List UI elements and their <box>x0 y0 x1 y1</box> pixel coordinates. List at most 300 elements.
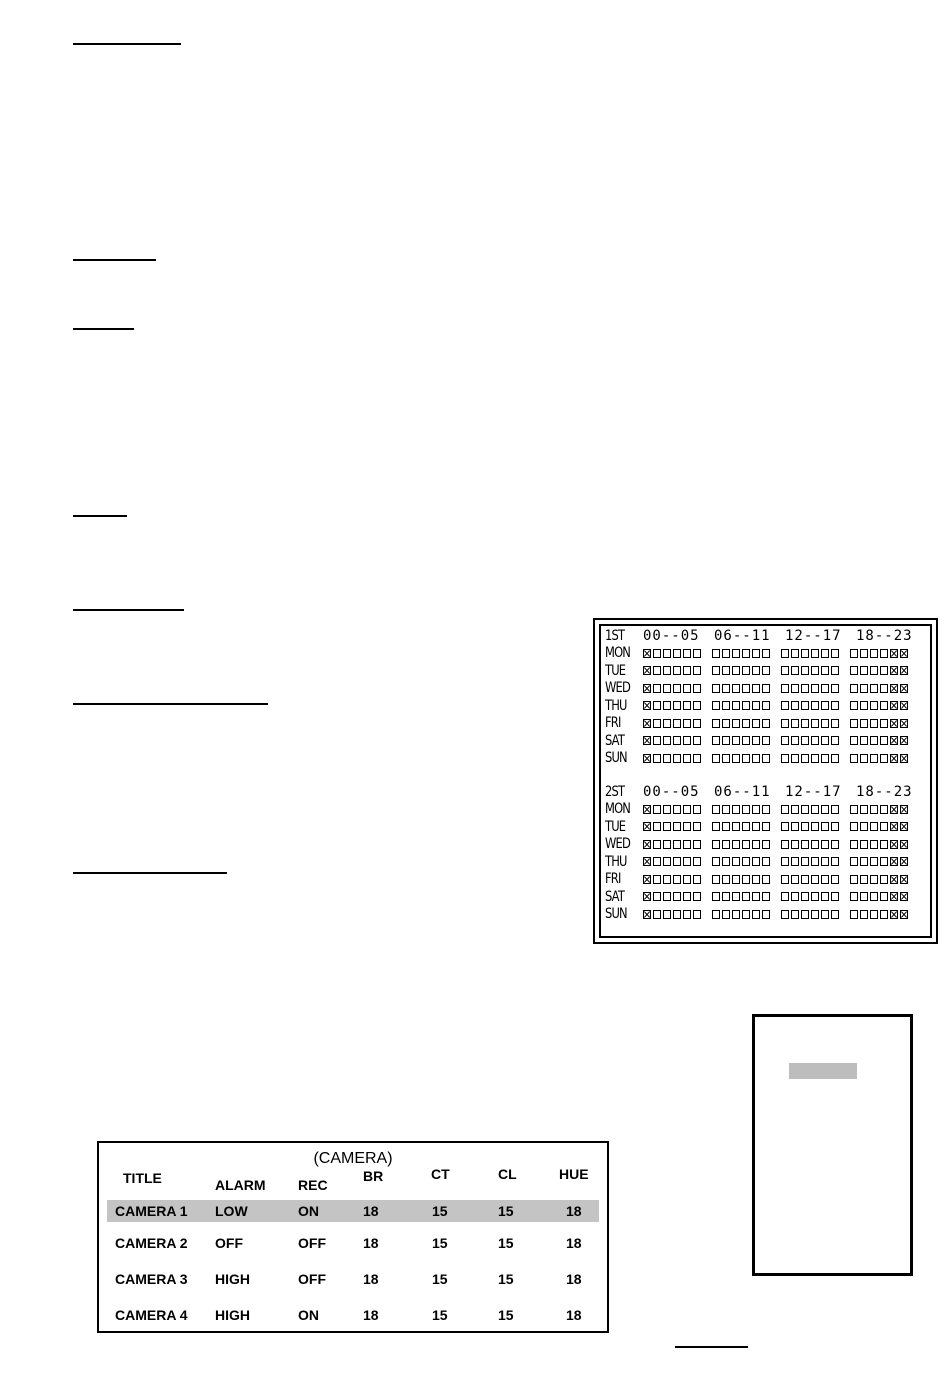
hour-cell[interactable] <box>850 701 858 710</box>
hour-cell[interactable] <box>673 649 681 658</box>
hour-cell[interactable] <box>663 701 671 710</box>
hour-cell[interactable] <box>850 840 858 849</box>
hour-cell[interactable] <box>811 666 819 675</box>
hour-cell[interactable] <box>653 840 661 849</box>
hour-cell[interactable] <box>821 684 829 693</box>
hour-cell[interactable] <box>683 649 691 658</box>
schedule-day-row[interactable] <box>605 871 927 889</box>
hour-cells[interactable] <box>643 822 919 831</box>
hour-cell[interactable] <box>653 910 661 919</box>
hour-cell[interactable] <box>742 857 750 866</box>
hour-cell[interactable] <box>693 649 701 658</box>
hour-cell[interactable] <box>900 805 908 814</box>
hour-cell[interactable] <box>643 754 651 763</box>
hour-cell[interactable] <box>880 892 888 901</box>
hour-cell[interactable] <box>860 754 868 763</box>
hour-cell[interactable] <box>673 875 681 884</box>
hour-cell[interactable] <box>821 719 829 728</box>
hour-cell[interactable] <box>722 666 730 675</box>
hour-cell[interactable] <box>850 892 858 901</box>
hour-cell[interactable] <box>663 754 671 763</box>
hour-cell[interactable] <box>732 910 740 919</box>
hour-cell[interactable] <box>880 822 888 831</box>
hour-cell[interactable] <box>673 666 681 675</box>
hour-cell[interactable] <box>732 840 740 849</box>
hour-cell[interactable] <box>653 736 661 745</box>
hour-cell[interactable] <box>673 736 681 745</box>
hour-cell[interactable] <box>781 754 789 763</box>
hour-cell[interactable] <box>742 822 750 831</box>
hour-cell[interactable] <box>673 822 681 831</box>
hour-cell[interactable] <box>762 684 770 693</box>
hour-cell[interactable] <box>821 822 829 831</box>
hour-cell[interactable] <box>752 684 760 693</box>
hour-cell[interactable] <box>850 684 858 693</box>
hour-cell[interactable] <box>890 840 898 849</box>
hour-cell[interactable] <box>801 840 809 849</box>
hour-cell[interactable] <box>821 701 829 710</box>
menu-highlight-bar[interactable] <box>789 1063 857 1079</box>
hour-cell[interactable] <box>811 754 819 763</box>
hour-cell[interactable] <box>870 857 878 866</box>
hour-cell[interactable] <box>821 875 829 884</box>
hour-cell[interactable] <box>742 666 750 675</box>
hour-cell[interactable] <box>890 875 898 884</box>
hour-cell[interactable] <box>742 875 750 884</box>
hour-cell[interactable] <box>781 805 789 814</box>
hour-cell[interactable] <box>801 805 809 814</box>
hour-cell[interactable] <box>762 892 770 901</box>
hour-cell[interactable] <box>663 857 671 866</box>
hour-cell[interactable] <box>791 805 799 814</box>
hour-cell[interactable] <box>722 719 730 728</box>
hour-cell[interactable] <box>900 822 908 831</box>
hour-cell[interactable] <box>870 736 878 745</box>
hour-cell[interactable] <box>860 649 868 658</box>
hour-cell[interactable] <box>821 649 829 658</box>
hour-cell[interactable] <box>673 857 681 866</box>
hour-cell[interactable] <box>811 805 819 814</box>
hour-cell[interactable] <box>850 736 858 745</box>
hour-cell[interactable] <box>673 684 681 693</box>
hour-cell[interactable] <box>791 822 799 831</box>
hour-cell[interactable] <box>643 736 651 745</box>
hour-cell[interactable] <box>742 805 750 814</box>
hour-cell[interactable] <box>900 875 908 884</box>
hour-cells[interactable] <box>643 875 919 884</box>
hour-cell[interactable] <box>663 649 671 658</box>
hour-cell[interactable] <box>791 892 799 901</box>
hour-cell[interactable] <box>752 754 760 763</box>
hour-cell[interactable] <box>732 822 740 831</box>
hour-cell[interactable] <box>762 910 770 919</box>
hour-cell[interactable] <box>752 736 760 745</box>
hour-cell[interactable] <box>900 736 908 745</box>
hour-cell[interactable] <box>683 754 691 763</box>
hour-cell[interactable] <box>722 701 730 710</box>
hour-cells[interactable] <box>643 910 919 919</box>
hour-cell[interactable] <box>880 910 888 919</box>
hour-cell[interactable] <box>762 736 770 745</box>
schedule-day-row[interactable] <box>605 906 927 924</box>
hour-cell[interactable] <box>653 822 661 831</box>
hour-cell[interactable] <box>860 892 868 901</box>
hour-cell[interactable] <box>732 805 740 814</box>
hour-cell[interactable] <box>850 875 858 884</box>
hour-cell[interactable] <box>890 754 898 763</box>
hour-cells[interactable] <box>643 684 919 693</box>
hour-cell[interactable] <box>880 736 888 745</box>
hour-cell[interactable] <box>850 754 858 763</box>
hour-cells[interactable] <box>643 649 919 658</box>
hour-cell[interactable] <box>900 840 908 849</box>
hour-cell[interactable] <box>890 649 898 658</box>
hour-cell[interactable] <box>811 701 819 710</box>
hour-cell[interactable] <box>791 875 799 884</box>
hour-cell[interactable] <box>831 666 839 675</box>
hour-cell[interactable] <box>732 892 740 901</box>
hour-cell[interactable] <box>801 701 809 710</box>
hour-cell[interactable] <box>870 666 878 675</box>
hour-cell[interactable] <box>663 719 671 728</box>
hour-cells[interactable] <box>643 892 919 901</box>
hour-cell[interactable] <box>663 666 671 675</box>
hour-cell[interactable] <box>880 840 888 849</box>
hour-cell[interactable] <box>732 684 740 693</box>
hour-cell[interactable] <box>860 719 868 728</box>
hour-cell[interactable] <box>860 910 868 919</box>
hour-cell[interactable] <box>870 701 878 710</box>
hour-cell[interactable] <box>890 822 898 831</box>
hour-cell[interactable] <box>683 684 691 693</box>
hour-cell[interactable] <box>821 666 829 675</box>
hour-cell[interactable] <box>643 857 651 866</box>
hour-cell[interactable] <box>791 719 799 728</box>
hour-cell[interactable] <box>732 649 740 658</box>
hour-cell[interactable] <box>890 701 898 710</box>
hour-cell[interactable] <box>831 649 839 658</box>
hour-cell[interactable] <box>762 719 770 728</box>
hour-cell[interactable] <box>900 684 908 693</box>
hour-cell[interactable] <box>712 875 720 884</box>
hour-cell[interactable] <box>900 910 908 919</box>
hour-cell[interactable] <box>831 840 839 849</box>
hour-cells[interactable] <box>643 840 919 849</box>
hour-cell[interactable] <box>831 875 839 884</box>
hour-cell[interactable] <box>683 910 691 919</box>
hour-cell[interactable] <box>683 857 691 866</box>
hour-cell[interactable] <box>653 892 661 901</box>
hour-cell[interactable] <box>821 736 829 745</box>
hour-cell[interactable] <box>890 892 898 901</box>
hour-cell[interactable] <box>781 875 789 884</box>
hour-cell[interactable] <box>791 857 799 866</box>
hour-cell[interactable] <box>811 875 819 884</box>
hour-cell[interactable] <box>673 805 681 814</box>
hour-cell[interactable] <box>801 719 809 728</box>
hour-cell[interactable] <box>722 892 730 901</box>
hour-cell[interactable] <box>722 684 730 693</box>
hour-cell[interactable] <box>801 822 809 831</box>
schedule-day-row[interactable] <box>605 697 927 715</box>
hour-cell[interactable] <box>693 840 701 849</box>
hour-cell[interactable] <box>900 649 908 658</box>
hour-cells[interactable] <box>643 754 919 763</box>
schedule-day-row[interactable] <box>605 732 927 750</box>
hour-cell[interactable] <box>752 701 760 710</box>
hour-cell[interactable] <box>663 892 671 901</box>
hour-cell[interactable] <box>831 805 839 814</box>
hour-cell[interactable] <box>801 736 809 745</box>
hour-cell[interactable] <box>791 649 799 658</box>
hour-cell[interactable] <box>653 666 661 675</box>
hour-cell[interactable] <box>693 892 701 901</box>
schedule-day-row[interactable] <box>605 818 927 836</box>
hour-cell[interactable] <box>693 666 701 675</box>
hour-cell[interactable] <box>821 857 829 866</box>
hour-cell[interactable] <box>811 736 819 745</box>
hour-cell[interactable] <box>831 822 839 831</box>
hour-cell[interactable] <box>781 840 789 849</box>
hour-cell[interactable] <box>693 805 701 814</box>
hour-cell[interactable] <box>663 736 671 745</box>
hour-cell[interactable] <box>821 805 829 814</box>
hour-cell[interactable] <box>712 666 720 675</box>
hour-cell[interactable] <box>722 754 730 763</box>
hour-cell[interactable] <box>742 649 750 658</box>
hour-cell[interactable] <box>791 840 799 849</box>
hour-cell[interactable] <box>801 684 809 693</box>
hour-cell[interactable] <box>880 754 888 763</box>
hour-cell[interactable] <box>673 719 681 728</box>
hour-cell[interactable] <box>693 684 701 693</box>
hour-cell[interactable] <box>712 736 720 745</box>
hour-cell[interactable] <box>663 805 671 814</box>
hour-cell[interactable] <box>722 840 730 849</box>
hour-cell[interactable] <box>880 805 888 814</box>
hour-cell[interactable] <box>880 875 888 884</box>
hour-cell[interactable] <box>811 910 819 919</box>
hour-cell[interactable] <box>801 857 809 866</box>
hour-cell[interactable] <box>712 822 720 831</box>
hour-cell[interactable] <box>781 666 789 675</box>
hour-cell[interactable] <box>712 754 720 763</box>
hour-cell[interactable] <box>693 822 701 831</box>
hour-cell[interactable] <box>900 857 908 866</box>
hour-cell[interactable] <box>890 910 898 919</box>
hour-cell[interactable] <box>762 840 770 849</box>
hour-cell[interactable] <box>900 754 908 763</box>
hour-cell[interactable] <box>900 719 908 728</box>
hour-cell[interactable] <box>762 857 770 866</box>
hour-cell[interactable] <box>653 701 661 710</box>
hour-cell[interactable] <box>870 875 878 884</box>
hour-cell[interactable] <box>722 875 730 884</box>
hour-cell[interactable] <box>850 805 858 814</box>
hour-cell[interactable] <box>860 822 868 831</box>
hour-cell[interactable] <box>693 736 701 745</box>
hour-cell[interactable] <box>683 822 691 831</box>
hour-cell[interactable] <box>712 857 720 866</box>
hour-cell[interactable] <box>762 701 770 710</box>
hour-cell[interactable] <box>801 754 809 763</box>
hour-cell[interactable] <box>722 910 730 919</box>
hour-cell[interactable] <box>860 857 868 866</box>
schedule-day-row[interactable] <box>605 715 927 733</box>
hour-cell[interactable] <box>732 719 740 728</box>
hour-cell[interactable] <box>791 701 799 710</box>
hour-cell[interactable] <box>850 822 858 831</box>
hour-cell[interactable] <box>673 701 681 710</box>
hour-cell[interactable] <box>643 649 651 658</box>
hour-cell[interactable] <box>811 684 819 693</box>
hour-cell[interactable] <box>712 892 720 901</box>
hour-cell[interactable] <box>811 649 819 658</box>
hour-cells[interactable] <box>643 701 919 710</box>
hour-cell[interactable] <box>643 684 651 693</box>
hour-cell[interactable] <box>693 857 701 866</box>
hour-cell[interactable] <box>821 754 829 763</box>
hour-cell[interactable] <box>870 684 878 693</box>
hour-cell[interactable] <box>653 754 661 763</box>
hour-cell[interactable] <box>791 666 799 675</box>
hour-cell[interactable] <box>791 754 799 763</box>
hour-cell[interactable] <box>653 684 661 693</box>
hour-cell[interactable] <box>880 666 888 675</box>
table-row[interactable] <box>107 1200 599 1222</box>
hour-cell[interactable] <box>880 857 888 866</box>
hour-cell[interactable] <box>653 719 661 728</box>
hour-cell[interactable] <box>811 822 819 831</box>
hour-cell[interactable] <box>722 822 730 831</box>
hour-cell[interactable] <box>850 857 858 866</box>
hour-cell[interactable] <box>643 719 651 728</box>
hour-cell[interactable] <box>712 805 720 814</box>
hour-cell[interactable] <box>722 736 730 745</box>
hour-cell[interactable] <box>653 857 661 866</box>
schedule-day-row[interactable] <box>605 645 927 663</box>
hour-cell[interactable] <box>663 840 671 849</box>
hour-cell[interactable] <box>742 736 750 745</box>
hour-cell[interactable] <box>752 875 760 884</box>
hour-cell[interactable] <box>801 649 809 658</box>
hour-cell[interactable] <box>791 736 799 745</box>
hour-cell[interactable] <box>752 857 760 866</box>
hour-cell[interactable] <box>860 701 868 710</box>
hour-cell[interactable] <box>732 875 740 884</box>
hour-cell[interactable] <box>742 754 750 763</box>
hour-cell[interactable] <box>752 805 760 814</box>
hour-cell[interactable] <box>811 857 819 866</box>
hour-cell[interactable] <box>880 701 888 710</box>
hour-cell[interactable] <box>712 649 720 658</box>
hour-cell[interactable] <box>900 892 908 901</box>
hour-cell[interactable] <box>712 840 720 849</box>
hour-cell[interactable] <box>722 857 730 866</box>
hour-cell[interactable] <box>860 736 868 745</box>
hour-cell[interactable] <box>643 666 651 675</box>
hour-cell[interactable] <box>890 805 898 814</box>
hour-cells[interactable] <box>643 736 919 745</box>
hour-cell[interactable] <box>742 684 750 693</box>
hour-cell[interactable] <box>870 910 878 919</box>
hour-cell[interactable] <box>712 684 720 693</box>
schedule-day-row[interactable] <box>605 750 927 768</box>
hour-cell[interactable] <box>890 719 898 728</box>
hour-cell[interactable] <box>673 910 681 919</box>
hour-cell[interactable] <box>870 754 878 763</box>
hour-cell[interactable] <box>791 684 799 693</box>
hour-cell[interactable] <box>811 719 819 728</box>
hour-cell[interactable] <box>643 822 651 831</box>
hour-cell[interactable] <box>791 910 799 919</box>
hour-cell[interactable] <box>722 805 730 814</box>
hour-cell[interactable] <box>870 892 878 901</box>
hour-cell[interactable] <box>880 649 888 658</box>
hour-cell[interactable] <box>693 719 701 728</box>
hour-cell[interactable] <box>860 666 868 675</box>
hour-cell[interactable] <box>781 684 789 693</box>
hour-cell[interactable] <box>673 754 681 763</box>
hour-cell[interactable] <box>653 805 661 814</box>
schedule-day-row[interactable] <box>605 853 927 871</box>
hour-cell[interactable] <box>752 892 760 901</box>
hour-cell[interactable] <box>860 875 868 884</box>
hour-cell[interactable] <box>683 805 691 814</box>
hour-cell[interactable] <box>850 910 858 919</box>
hour-cell[interactable] <box>683 840 691 849</box>
hour-cell[interactable] <box>860 684 868 693</box>
hour-cell[interactable] <box>683 666 691 675</box>
hour-cell[interactable] <box>831 684 839 693</box>
hour-cell[interactable] <box>643 805 651 814</box>
hour-cell[interactable] <box>762 754 770 763</box>
hour-cell[interactable] <box>860 840 868 849</box>
hour-cell[interactable] <box>781 857 789 866</box>
hour-cell[interactable] <box>870 719 878 728</box>
hour-cell[interactable] <box>831 701 839 710</box>
hour-cell[interactable] <box>821 892 829 901</box>
hour-cell[interactable] <box>900 666 908 675</box>
hour-cells[interactable] <box>643 666 919 675</box>
table-row[interactable] <box>107 1304 599 1326</box>
hour-cell[interactable] <box>831 736 839 745</box>
schedule-day-row[interactable] <box>605 801 927 819</box>
hour-cell[interactable] <box>673 892 681 901</box>
hour-cell[interactable] <box>781 649 789 658</box>
hour-cell[interactable] <box>900 701 908 710</box>
hour-cell[interactable] <box>821 840 829 849</box>
hour-cell[interactable] <box>683 875 691 884</box>
hour-cell[interactable] <box>663 875 671 884</box>
hour-cell[interactable] <box>693 754 701 763</box>
hour-cell[interactable] <box>693 875 701 884</box>
hour-cell[interactable] <box>870 840 878 849</box>
hour-cell[interactable] <box>712 701 720 710</box>
hour-cell[interactable] <box>752 719 760 728</box>
hour-cell[interactable] <box>742 840 750 849</box>
schedule-day-row[interactable] <box>605 662 927 680</box>
hour-cells[interactable] <box>643 805 919 814</box>
hour-cell[interactable] <box>732 754 740 763</box>
hour-cell[interactable] <box>781 719 789 728</box>
hour-cell[interactable] <box>811 840 819 849</box>
hour-cell[interactable] <box>831 910 839 919</box>
hour-cell[interactable] <box>762 805 770 814</box>
hour-cells[interactable] <box>643 857 919 866</box>
hour-cell[interactable] <box>712 910 720 919</box>
hour-cell[interactable] <box>831 754 839 763</box>
